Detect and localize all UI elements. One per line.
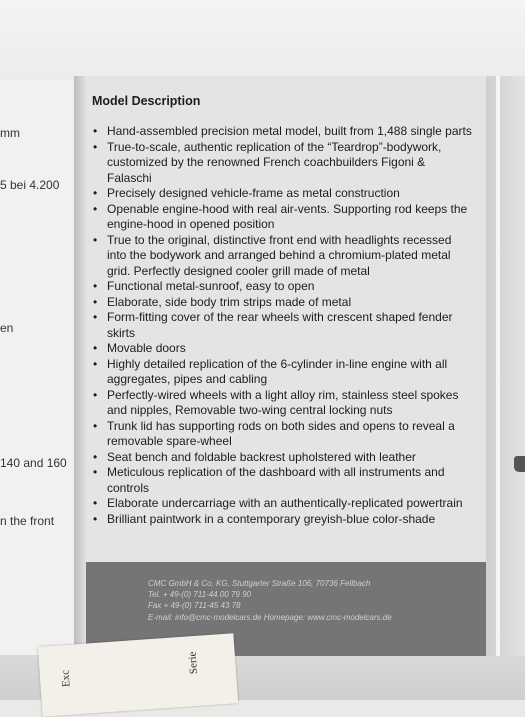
feature-item: • Perfectly-wired wheels with a light alloy rim, stainless steel spokes and nipples, Removable two-wing central locking nuts (93, 387, 459, 417)
card-text-a: Exc (59, 669, 73, 688)
feature-item: • True-to-scale, authentic replication of the “Teardrop”-bodywork, customized by the renowned French coachbuilders Figoni & Falaschi (93, 139, 442, 185)
brochure-fold (74, 76, 86, 656)
feature-item: • Functional metal-sunroof, easy to open (93, 279, 315, 293)
footer-company: CMC GmbH & Co. KG, Stuttgarter Straße 106, 70736 Fellbach (148, 579, 371, 588)
footer-web: E-mail: info@cmc-modelcars.de Homepage: www.cmc-modelcars.de (148, 613, 392, 622)
feature-item: • Elaborate, side body trim strips made of metal (93, 294, 352, 309)
left-fragment-4: 140 and 160 (0, 456, 67, 470)
feature-item: • Meticulous replication of the dashboard with all instruments and controls (93, 465, 445, 495)
left-fragment-5: n the front (0, 514, 55, 528)
left-fragment-2: 5 bei 4.200 (0, 178, 60, 192)
right-brochure-panel (486, 76, 525, 656)
left-fragment-1: mm (0, 126, 20, 140)
left-fragment-3: en (0, 321, 14, 335)
paper-card (38, 633, 238, 717)
feature-item: • True to the original, distinctive front end with headlights recessed into the bodywork and arranged behind a chromium-plated metal grid. Perfectly designed cooler grill made of metal (93, 232, 452, 278)
feature-item: • Openable engine-hood with real air-vents. Supporting rod keeps the engine-hood in opened position (93, 201, 468, 231)
feature-item: • Highly detailed replication of the 6-cylinder in-line engine with all aggregates, pipes and cabling (93, 356, 448, 386)
footer-fax: Fax + 49-(0) 711-45 43 78 (148, 601, 241, 610)
card-text-b: Serie (186, 651, 201, 675)
left-brochure-panel (0, 80, 75, 655)
feature-item: • Hand-assembled precision metal model, built from 1,488 single parts (93, 124, 472, 138)
feature-item: • Precisely designed vehicle-frame as metal construction (93, 186, 400, 200)
section-heading: Model Description (92, 94, 201, 108)
feature-list (92, 124, 472, 527)
right-panel-edge (496, 76, 500, 656)
car-photo-fragment (514, 456, 525, 472)
feature-item: • Seat bench and foldable backrest upholstered with leather (93, 449, 416, 464)
feature-item: • Form-fitting cover of the rear wheels with crescent shaped fender skirts (93, 310, 453, 340)
footer-tel: Tel. + 49-(0) 711-44 00 79 90 (148, 590, 251, 599)
feature-item: • Movable doors (93, 341, 186, 355)
feature-item: • Brilliant paintwork in a contemporary greyish-blue color-shade (93, 511, 436, 526)
feature-item: • Elaborate undercarriage with an authentically-replicated powertrain (93, 496, 463, 510)
feature-item: • Trunk lid has supporting rods on both sides and opens to reveal a removable spare-wheel (93, 418, 455, 448)
